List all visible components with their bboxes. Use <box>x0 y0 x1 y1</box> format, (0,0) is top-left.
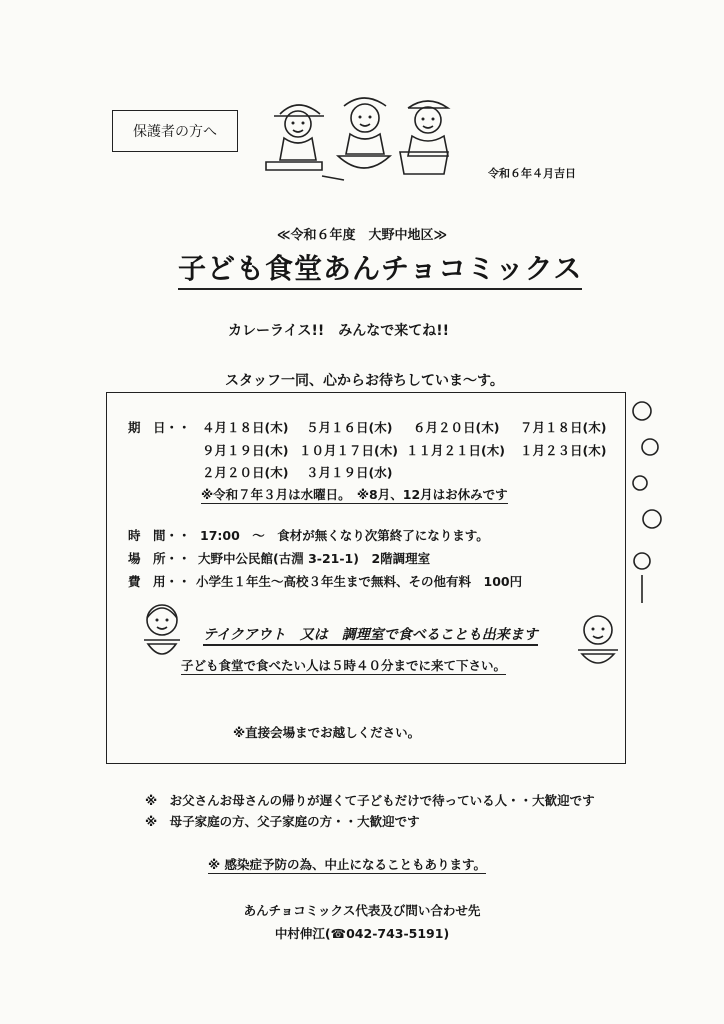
schedule-date: ７月１８日(木) <box>520 420 607 435</box>
schedule-date: ５月１６日(木) <box>306 420 393 435</box>
fee-label: 費 用・・ <box>128 574 191 589</box>
time-label: 時 間・・ <box>128 528 191 543</box>
takeout-headline: テイクアウト 又は 調理室で食べることも出来ます <box>203 624 538 646</box>
tagline-curry: カレーライス!! みんなで来てね!! <box>228 323 449 339</box>
welcome-note-1: ※ お父さんお母さんの帰りが遅くて子どもだけで待っている人・・大歓迎です <box>145 793 595 808</box>
schedule-date: １０月１７日(木) <box>299 443 398 458</box>
representative-heading: あんチョコミックス代表及び問い合わせ先 <box>243 903 481 918</box>
issue-date: 令和６年４月吉日 <box>488 167 576 180</box>
schedule-date: １月２３日(木) <box>520 443 607 458</box>
schedule-date: ３月１９日(水) <box>306 465 393 480</box>
eat-time-note: 子ども食堂で食べたい人は５時４０分までに来て下さい。 <box>181 658 507 673</box>
subtitle: ≪令和６年度 大野中地区≫ <box>276 228 448 243</box>
time-value: 17:00 ～ 食材が無くなり次第終了になります。 <box>200 528 489 543</box>
boy-eating-illustration <box>572 612 622 676</box>
place-value: 大野中公民館(古淵 3-21-1) 2階調理室 <box>198 551 431 566</box>
child-right <box>408 101 448 156</box>
schedule-date: ６月２０日(木) <box>413 420 500 435</box>
welcome-note-2: ※ 母子家庭の方、父子家庭の方・・大歓迎です <box>145 814 420 829</box>
schedule-label: 期 日・・ <box>128 420 191 435</box>
child-middle <box>344 98 386 154</box>
fee-value: 小学生１年生～高校３年生まで無料、その他有料 100円 <box>196 574 523 589</box>
holiday-note: ※令和７年３月は水曜日。 ※8月、12月はお休みです <box>201 487 508 502</box>
child-left <box>274 105 324 160</box>
tagline-staff: スタッフ一同、心からお待ちしていま～す。 <box>225 373 504 389</box>
contact-info: 中村伸江(☎042-743-5191) <box>274 926 450 941</box>
schedule-date: ４月１８日(木) <box>202 420 289 435</box>
place-label: 場 所・・ <box>128 551 191 566</box>
schedule-date: ９月１９日(木) <box>202 443 289 458</box>
schedule-date: ２月２０日(木) <box>202 465 289 480</box>
page-title: 子ども食堂あんチョコミックス <box>178 247 582 290</box>
cooking-children-illustration <box>262 92 472 184</box>
side-decoration <box>628 395 664 607</box>
schedule-date: １１月２１日(木) <box>406 443 505 458</box>
to-guardians-box: 保護者の方へ <box>112 110 238 152</box>
cancellation-note: ※ 感染症予防の為、中止になることもあります。 <box>208 857 487 872</box>
direct-visit-note: ※直接会場までお越しください。 <box>233 725 421 740</box>
girl-eating-illustration <box>138 600 186 664</box>
